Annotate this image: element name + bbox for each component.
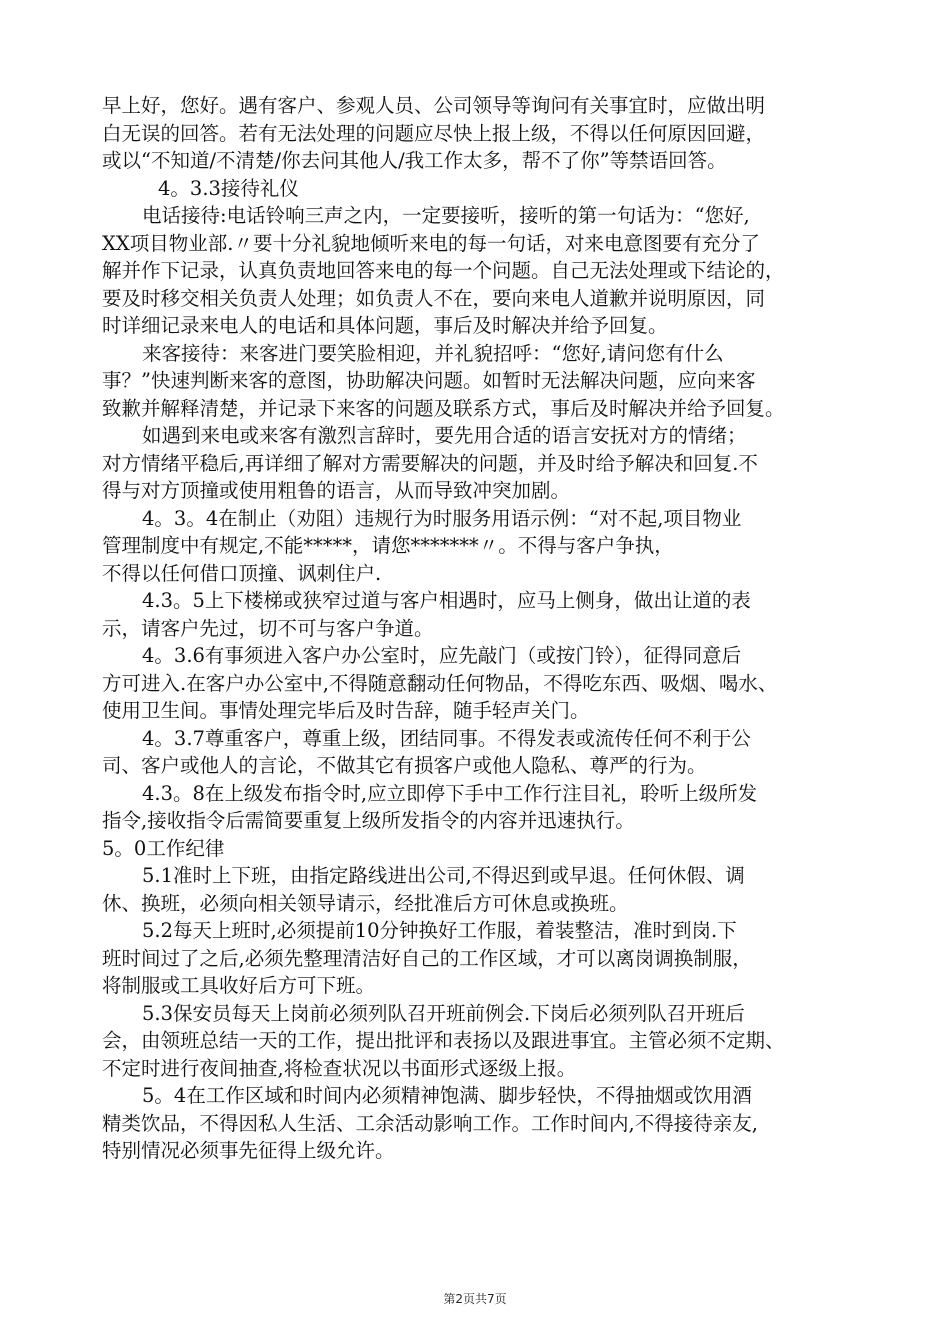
text-line: 不得以任何借口顶撞、讽刺住户. <box>102 561 382 585</box>
text-line: 指令,接收指令后需简要重复上级所发指令的内容并迅速执行。 <box>102 809 635 832</box>
text-line: 要及时移交相关负责人处理；如负责人不在，要向来电人道歉并说明原因，同 <box>102 286 766 310</box>
text-line: 时详细记录来电人的电话和具体问题，事后及时解决并给予回复。 <box>102 314 668 337</box>
page-number: 第2页共7页 <box>443 1292 507 1306</box>
paragraph-start: 如遇到来电或来客有激烈言辞时，要先用合适的语言安抚对方的情绪； <box>142 424 747 447</box>
text-line: 将制服或工具收好后方可下班。 <box>102 974 376 997</box>
text-line: 班时间过了之后,必须先整理清洁好自己的工作区域，才可以离岗调换制服， <box>102 946 752 970</box>
text-line: 管理制度中有规定,不能*****，请您*******〃。不得与客户争执， <box>102 534 674 557</box>
text-line: 致歉并解释清楚，并记录下来客的问题及联系方式，事后及时解决并给予回复。 <box>102 396 785 420</box>
paragraph-start: 5。4在工作区域和时间内必须精神饱满、脚步轻快，不得抽烟或饮用酒 <box>142 1084 752 1107</box>
text-line: 解并作下记录，认真负责地回答来电的每一个问题。自己无法处理或下结论的， <box>102 259 785 282</box>
paragraph-start: 5.1准时上下班，由指定路线进出公司,不得迟到或早退。任何休假、调 <box>142 864 745 887</box>
text-line: 司、客户或他人的言论，不做其它有损客户或他人隐私、尊严的行为。 <box>102 754 707 777</box>
paragraph-start: 4。3.7尊重客户，尊重上级，团结同事。不得发表或流传任何不利于公 <box>142 726 751 750</box>
text-line: 对方情绪平稳后,再详细了解对方需要解决的问题，并及时给予解决和回复.不 <box>102 451 758 475</box>
paragraph-start: 5.3保安员每天上岗前必须列队召开班前例会.下岗后必须列队召开班后 <box>142 1001 745 1025</box>
text-line: 使用卫生间。事情处理完毕后及时告辞，随手轻声关门。 <box>102 699 590 722</box>
text-line: 或以“不知道/不清楚/你去问其他人/我工作太多，帮不了你”等禁语回答。 <box>102 149 727 172</box>
paragraph-start: 来客接待：来客进门要笑脸相迎，并礼貌招呼：“您好,请问您有什么 <box>142 341 724 365</box>
text-line: 休、换班，必须向相关领导请示，经批准后方可休息或换班。 <box>102 891 629 915</box>
text-line: 白无误的回答。若有无法处理的问题应尽快上报上级，不得以任何原因回避， <box>102 121 766 145</box>
text-line: 得与对方顶撞或使用粗鲁的语言，从而导致冲突加剧。 <box>102 479 571 502</box>
text-line: 特别情况必须事先征得上级允许。 <box>102 1139 395 1162</box>
section-heading: 5。0工作纪律 <box>102 836 225 860</box>
paragraph-start: 5.2每天上班时,必须提前10分钟换好工作服，着装整洁，准时到岗.下 <box>142 919 737 942</box>
text-line: 方可进入.在客户办公室中,不得随意翻动任何物品，不得吃东西、吸烟、喝水、 <box>102 671 778 695</box>
text-line: 不定时进行夜间抽查,将检查状况以书面形式逐级上报。 <box>102 1056 577 1080</box>
section-heading: 4。3.3接待礼仪 <box>158 176 299 200</box>
text-line: 示，请客户先过，切不可与客户争道。 <box>102 616 434 640</box>
text-line: 精类饮品，不得因私人生活、工余活动影响工作。工作时间内,不得接待亲友, <box>102 1111 758 1135</box>
paragraph-start: 4。3。4在制止（劝阻）违规行为时服务用语示例：“对不起,项目物业 <box>142 506 742 530</box>
paragraph-start: 4.3。5上下楼梯或狭窄过道与客户相遇时，应马上侧身，做出让道的表 <box>142 589 751 612</box>
text-line: 事？”快速判断来客的意图，协助解决问题。如暂时无法解决问题，应向来客 <box>102 369 756 392</box>
text-line: XX项目物业部.〃要十分礼貌地倾听来电的每一句话，对来电意图要有充分了 <box>102 231 760 255</box>
paragraph-start: 电话接待:电话铃响三声之内，一定要接听，接听的第一句话为：“您好, <box>142 204 750 227</box>
text-line: 早上好，您好。遇有客户、参观人员、公司领导等询问有关事宜时，应做出明 <box>102 94 766 117</box>
document-body <box>102 92 860 1165</box>
text-line: 会，由领班总结一天的工作，提出批评和表扬以及跟进事宜。主管必须不定期、 <box>102 1029 785 1052</box>
paragraph-start: 4。3.6有事须进入客户办公室时，应先敲门（或按门铃），征得同意后 <box>142 644 742 667</box>
paragraph-start: 4.3。8在上级发布指令时,应立即停下手中工作行注目礼，聆听上级所发 <box>142 781 758 805</box>
